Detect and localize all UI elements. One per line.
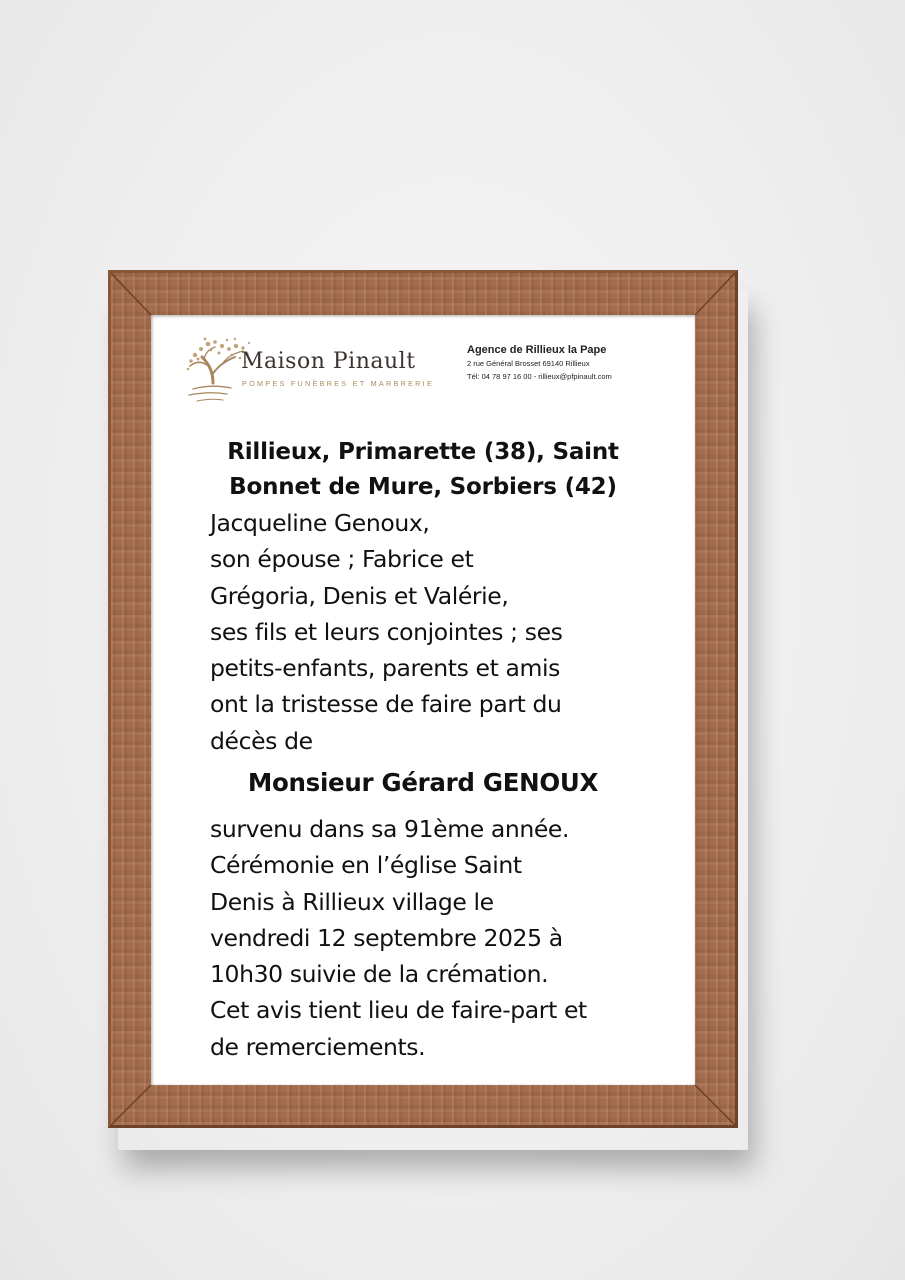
text-line: Jacqueline Genoux, xyxy=(210,509,430,537)
agency-name: Agence de Rillieux la Pape xyxy=(467,344,607,356)
family-announcement xyxy=(210,505,563,759)
text-line: Cérémonie en l’église Saint xyxy=(210,851,522,880)
text-line: ses fils et leurs conjointes ; ses xyxy=(210,617,563,646)
text-line: 10h30 suivie de la crémation. xyxy=(210,960,549,989)
location-line: Rillieux, Primarette (38), Saint xyxy=(227,439,619,465)
wooden-frame xyxy=(108,270,738,1128)
agency-contact: Tél: 04 78 97 16 00 - rillieux@pfpinault.com xyxy=(467,372,612,381)
company-logo xyxy=(183,329,443,409)
text-line: Cet avis tient lieu de faire-part et xyxy=(210,996,587,1025)
agency-block xyxy=(467,343,687,383)
location-line: Bonnet de Mure, Sorbiers (42) xyxy=(229,474,617,500)
company-name: Maison Pinault xyxy=(241,349,416,374)
agency-address: 2 rue Général Brosset 69140 Rillieux xyxy=(467,359,590,368)
text-line: de remerciements. xyxy=(210,1032,426,1061)
text-line: décès de xyxy=(210,726,313,755)
text-line: Grégoria, Denis et Valérie, xyxy=(210,581,509,610)
text-line: petits-enfants, parents et amis xyxy=(210,654,560,683)
ceremony-details xyxy=(210,811,587,1065)
company-tagline: POMPES FUNÈBRES ET MARBRERIE xyxy=(242,379,435,388)
text-line: Denis à Rillieux village le xyxy=(210,887,494,916)
notice-locations xyxy=(151,435,695,505)
text-line: son épouse ; Fabrice et xyxy=(210,545,474,574)
text-line: survenu dans sa 91ème année. xyxy=(210,815,570,843)
text-line: ont la tristesse de faire part du xyxy=(210,690,562,719)
text-line: vendredi 12 septembre 2025 à xyxy=(210,923,563,952)
obituary-notice xyxy=(151,315,695,1085)
deceased-name: Monsieur Gérard GENOUX xyxy=(247,768,599,797)
